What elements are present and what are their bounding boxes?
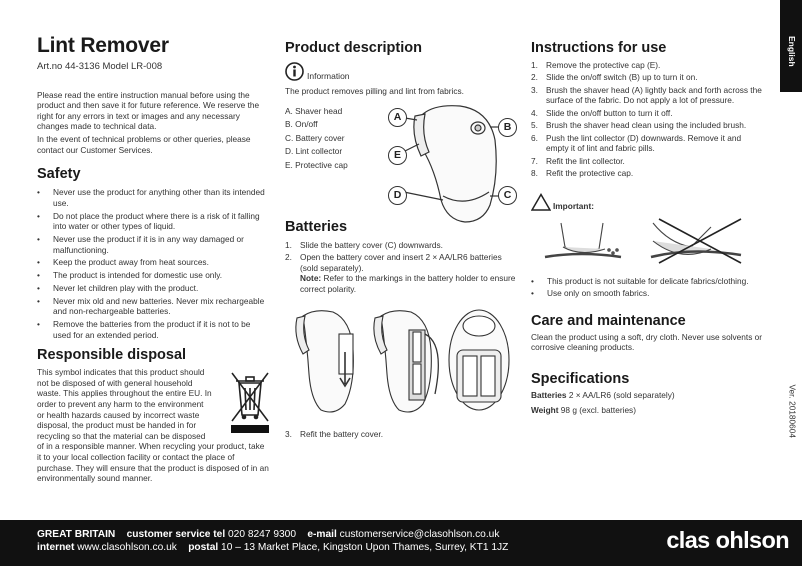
product-description-text: The product removes pilling and lint from fabrics. <box>285 86 464 96</box>
disposal-line: not be disposed of with general household <box>37 377 193 388</box>
important-label: Important: <box>553 200 595 211</box>
safety-item: • The product is intended for domestic use only. <box>37 270 269 281</box>
note-text: Refer to the markings in the battery holder to ensure correct polarity. <box>300 273 516 294</box>
disposal-text: of in a responsible manner. When recycling your product, take it to your local collection facility or contact the place of purchase. They will ensure that the product is disposed of in an environmentally sound manner. <box>37 441 269 484</box>
footer-line-1 <box>37 529 499 540</box>
intro-text: Please read the entire instruction manual before using the product and then save it for future reference. We reserve the right for any errors in text or images and any necessary changes made to technical data. <box>37 89 260 132</box>
important-item: • Use only on smooth fabrics. <box>531 288 763 299</box>
part-item: D. Lint collector <box>285 146 343 157</box>
batteries-heading: Batteries <box>285 218 348 235</box>
battery-illustration <box>285 304 517 420</box>
instructions-heading: Instructions for use <box>531 40 667 56</box>
footer-internet-label: internet <box>37 542 75 553</box>
care-heading: Care and maintenance <box>531 312 686 329</box>
disposal-line: waste. This applies throughout the entire EU. In <box>37 388 212 399</box>
part-item: B. On/off <box>285 119 318 130</box>
part-item: A. Shaver head <box>285 105 343 116</box>
parts-list <box>285 106 348 174</box>
instruction-step: 7. Refit the lint collector. <box>531 155 625 166</box>
instruction-step: 5. Brush the shaver head clean using the included brush. <box>531 120 747 131</box>
product-description-heading: Product description <box>285 40 422 56</box>
disposal-line: or health hazards caused by incorrect waste <box>37 409 200 420</box>
instruction-step: 4. Slide the on/off button to turn it off. <box>531 107 673 118</box>
callout-d: D <box>388 186 407 205</box>
important-row <box>531 193 763 211</box>
disposal-line: order to prevent any harm to the environment <box>37 398 204 409</box>
instruction-step: 6. Push the lint collector (D) downwards. Remove it and empty it of lint and fabric pills. <box>531 132 742 154</box>
disposal-heading: Responsible disposal <box>37 347 187 364</box>
battery-step: 2. Open the battery cover and insert 2 × AA/LR6 batteries (sold separately). Note: Refer to the markings in the battery holder to ensure correct polarity. <box>285 251 516 294</box>
version-label: Ver. 20180604 <box>788 384 798 438</box>
part-item: E. Protective cap <box>285 159 348 170</box>
safety-item: • Never use the product for anything other than its intended use. <box>37 187 269 208</box>
important-item: • This product is not suitable for delicate fabrics/clothing. <box>531 276 763 287</box>
battery-step-3 <box>285 429 517 440</box>
footer-country: GREAT BRITAIN <box>37 529 116 540</box>
disposal-line: recycling so that the material can be disposed <box>37 430 206 441</box>
disposal-line: disposal, the product must be handed in for <box>37 420 197 431</box>
safety-item: • Never let children play with the product. <box>37 283 269 294</box>
safety-item: • Remove the batteries from the product if it is not to be used for an extended period. <box>37 319 269 340</box>
footer-email[interactable]: customerservice@clasohlson.co.uk <box>336 529 500 540</box>
spec-weight: Weight 98 g (excl. batteries) <box>531 404 636 415</box>
info-icon <box>285 62 304 81</box>
important-list <box>531 276 763 299</box>
contact-text: In the event of technical problems or other queries, please contact our Customer Services. <box>37 133 251 155</box>
brand-logo: clas ohlson <box>666 527 789 553</box>
article-number: Art.no 44-3136 Model LR-008 <box>37 61 163 72</box>
callout-b: B <box>498 118 517 137</box>
footer-address: 10 – 13 Market Place, Kingston Upon Thames, Surrey, KT1 1JZ <box>218 542 509 553</box>
column-right <box>531 34 763 415</box>
battery-step: 1. Slide the battery cover (C) downwards. <box>285 239 443 250</box>
column-middle <box>285 34 517 442</box>
callout-c: C <box>498 186 517 205</box>
footer-bar <box>0 520 802 566</box>
callout-e: E <box>388 146 407 165</box>
language-label: English <box>787 36 797 67</box>
safety-item: • Never use the product if it is in any way damaged or malfunctioning. <box>37 234 269 255</box>
weee-bin-icon <box>230 367 270 435</box>
safety-heading: Safety <box>37 166 81 183</box>
footer-line-2 <box>37 542 508 553</box>
information-row <box>285 62 517 81</box>
footer-phone: 020 8247 9300 <box>225 529 296 540</box>
care-text: Clean the product using a soft, dry cloth. Never use solvents or corrosive cleaning products. <box>531 331 763 353</box>
language-tab <box>780 0 802 92</box>
disposal-section <box>37 367 269 484</box>
safety-list <box>37 187 269 340</box>
spec-batteries: Batteries 2 × AA/LR6 (sold separately) <box>531 390 675 401</box>
safety-item: • Keep the product away from heat sources. <box>37 257 269 268</box>
part-item: C. Battery cover <box>285 132 345 143</box>
footer-postal-label: postal <box>188 542 219 553</box>
safety-item: • Never mix old and new batteries. Never mix rechargeable and non-rechargeable batteries. <box>37 296 269 317</box>
specifications-heading: Specifications <box>531 371 630 388</box>
column-left <box>37 34 269 484</box>
battery-steps <box>285 240 517 295</box>
safety-item: • Do not place the product where there is a risk of it falling into water or other types of liquid. <box>37 211 269 232</box>
information-label: Information <box>307 71 350 81</box>
page-title: Lint Remover <box>37 34 169 57</box>
callout-a: A <box>388 108 407 127</box>
instruction-step: 8. Refit the protective cap. <box>531 167 634 178</box>
footer-email-label: e-mail <box>307 529 337 540</box>
battery-step: 3. Refit the battery cover. <box>285 429 384 440</box>
disposal-line: This symbol indicates that this product should <box>37 367 205 378</box>
instruction-step: 2. Slide the on/off switch (B) up to turn it on. <box>531 72 698 83</box>
note-label: Note: <box>300 273 322 284</box>
fabric-usage-illustration <box>541 217 763 265</box>
instruction-step: 1. Remove the protective cap (E). <box>531 60 661 70</box>
footer-cs-label: customer service tel <box>126 529 226 540</box>
instruction-step: 3. Brush the shaver head (A) lightly back and forth across the surface of the fabric. Do not apply a lot of pressure. <box>531 84 762 106</box>
footer-website[interactable]: www.clasohlson.co.uk <box>74 542 177 553</box>
product-diagram <box>285 106 517 216</box>
instructions-list <box>531 60 763 179</box>
warning-triangle-icon <box>531 193 551 211</box>
